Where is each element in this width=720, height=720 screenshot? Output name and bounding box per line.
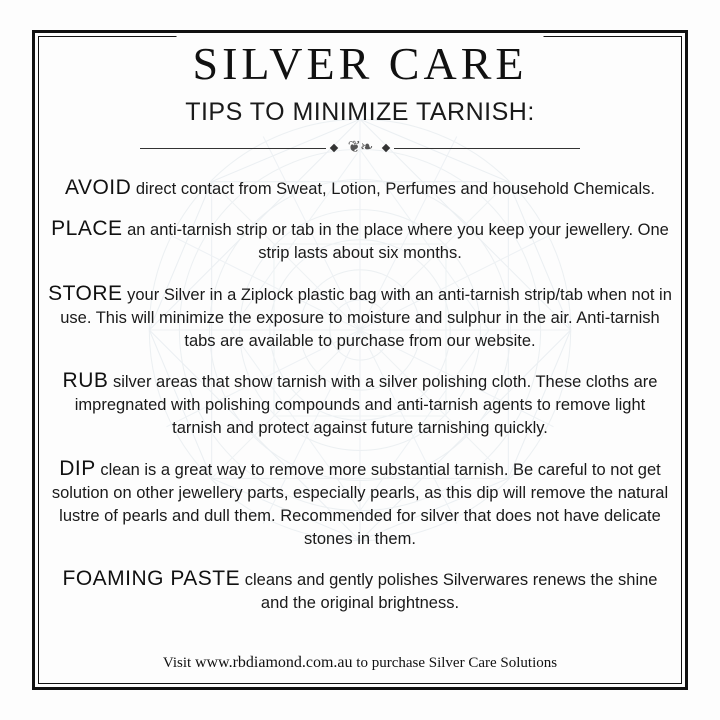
page-subtitle: TIPS TO MINIMIZE TARNISH: <box>185 98 535 126</box>
tip-keyword: DIP <box>59 456 96 480</box>
tip-dip <box>44 457 676 551</box>
tip-avoid <box>44 176 676 201</box>
ornamental-divider <box>140 137 580 159</box>
tip-text: your Silver in a Ziplock plastic bag with an anti-tarnish strip/tab when not in use. This will minimize the exposure to moisture and sulphur in the air. Anti-tarnish tabs are available to purchase from our website. <box>60 285 672 350</box>
tip-foaming-paste <box>44 567 676 615</box>
tips-list <box>44 176 676 616</box>
divider-diamond-left <box>329 144 337 152</box>
tip-text: clean is a great way to remove more substantial tarnish. Be careful to not get solution on other jewellery parts, especially pearls, as this dip will remove the natural lustre of pearls and dull them. Recommended for silver that does not have delicate stones in them. <box>51 460 669 548</box>
tip-keyword: FOAMING PASTE <box>62 567 241 590</box>
website-link[interactable]: www.rbdiamond.com.au <box>194 654 353 671</box>
tip-store <box>44 282 676 353</box>
tip-text: direct contact from Sweat, Lotion, Perfumes and household Chemicals. <box>131 179 655 198</box>
tip-place <box>44 217 676 265</box>
page-title: SILVER CARE <box>177 36 544 92</box>
divider-bar-right <box>394 148 580 149</box>
tip-text: cleans and gently polishes Silverwares renews the shine and the original brightness. <box>240 571 658 612</box>
tip-keyword: RUB <box>62 369 109 392</box>
tip-keyword: AVOID <box>65 175 132 199</box>
tip-text: an anti-tarnish strip or tab in the place where you keep your jewellery. One strip lasts about six months. <box>122 221 669 262</box>
tip-text: silver areas that show tarnish with a silver polishing cloth. These cloths are impregnated with polishing compounds and anti-tarnish agents to remove light tarnish and protect against future tarnishing quickly. <box>74 373 658 437</box>
divider-bar-left <box>140 148 326 149</box>
tip-keyword: PLACE <box>51 217 123 240</box>
divider-flourish-icon: ❦❧ <box>347 139 373 156</box>
title-row <box>44 36 676 94</box>
footer-prefix: Visit <box>162 655 195 671</box>
tip-keyword: STORE <box>48 281 123 305</box>
footer-suffix: to purchase Silver Care Solutions <box>352 655 558 671</box>
divider-diamond-right <box>382 144 390 152</box>
poster-content <box>44 30 676 678</box>
footer <box>44 654 676 672</box>
tip-rub <box>44 369 676 440</box>
